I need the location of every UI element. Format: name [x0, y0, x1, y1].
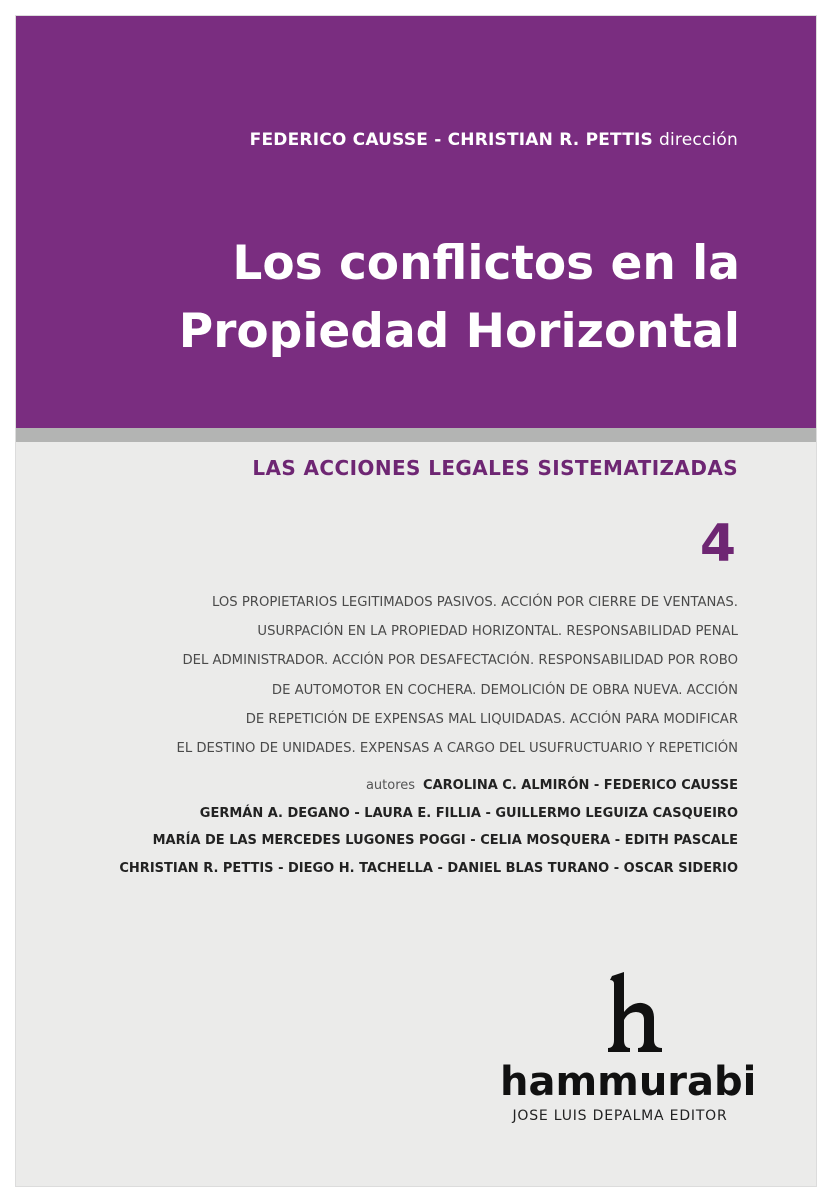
topics-line: DE REPETICIÓN DE EXPENSAS MAL LIQUIDADAS. ACCIÓN PARA MODIFICAR	[245, 711, 738, 727]
book-title-line-2: Propiedad Horizontal	[178, 304, 740, 359]
book-title	[100, 230, 740, 366]
directors-line	[250, 130, 738, 150]
topics-line: LOS PROPIETARIOS LEGITIMADOS PASIVOS. ACCIÓN POR CIERRE DE VENTANAS.	[212, 595, 738, 610]
authors-line: CHRISTIAN R. PETTIS - DIEGO H. TACHELLA - DANIEL BLAS TURANO - OSCAR SIDERIO	[119, 860, 738, 876]
authors-list	[38, 772, 738, 882]
grey-divider-stripe	[16, 428, 816, 442]
authors-line: MARÍA DE LAS MERCEDES LUGONES POGGI - CELIA MOSQUERA - EDITH PASCALE	[152, 833, 738, 848]
topics-line: DEL ADMINISTRADOR. ACCIÓN POR DESAFECTACIÓN. RESPONSABILIDAD POR ROBO	[182, 653, 738, 669]
topics-line: EL DESTINO DE UNIDADES. EXPENSAS A CARGO DEL USUFRUCTUARIO Y REPETICIÓN	[176, 741, 738, 757]
publisher-name: hammurabi	[500, 1059, 757, 1105]
book-cover	[16, 16, 816, 1186]
topics-list	[78, 588, 738, 763]
purple-header-band	[16, 16, 816, 428]
directors-names: FEDERICO CAUSSE - CHRISTIAN R. PETTIS	[249, 130, 654, 150]
topics-line: DE AUTOMOTOR EN COCHERA. DEMOLICIÓN DE OBRA NUEVA. ACCIÓN	[271, 682, 738, 698]
authors-label: autores	[365, 778, 416, 793]
book-title-line-1: Los conflictos en la	[232, 236, 740, 291]
volume-number: 4	[699, 514, 736, 574]
authors-line	[38, 772, 738, 800]
topics-line: USURPACIÓN EN LA PROPIEDAD HORIZONTAL. RESPONSABILIDAD PENAL	[257, 624, 738, 640]
authors-names: CAROLINA C. ALMIRÓN - FEDERICO CAUSSE	[423, 778, 738, 793]
hammurabi-h-logo-icon	[574, 972, 670, 1052]
publisher-editor: JOSE LUIS DEPALMA EDITOR	[512, 1108, 728, 1124]
authors-line: GERMÁN A. DEGANO - LAURA E. FILLIA - GUILLERMO LEGUIZA CASQUEIRO	[199, 805, 738, 821]
directors-role: dirección	[659, 130, 738, 150]
book-subtitle: LAS ACCIONES LEGALES SISTEMATIZADAS	[252, 456, 738, 480]
